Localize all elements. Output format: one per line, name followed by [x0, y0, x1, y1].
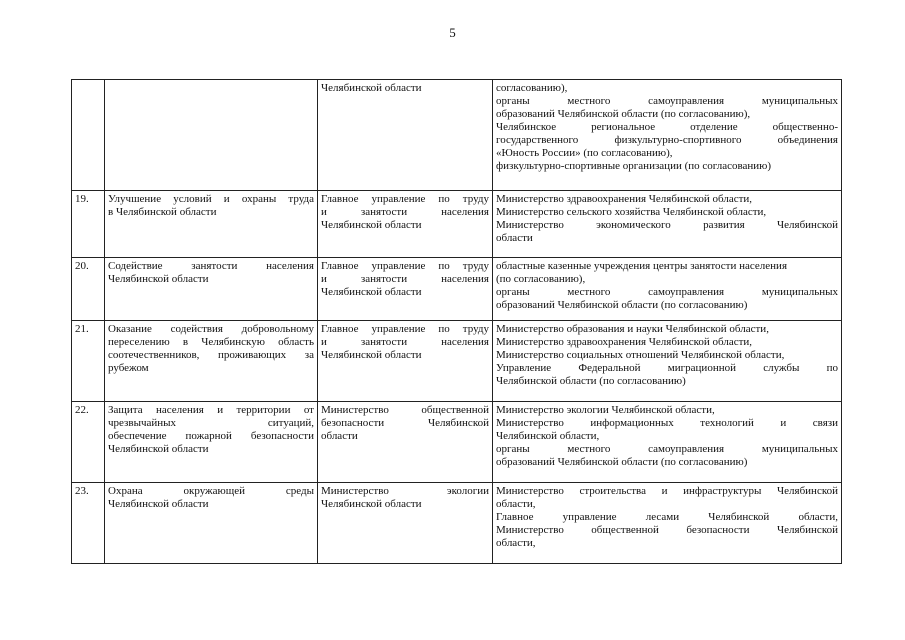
- text-line: Главное управление по труду: [321, 260, 489, 272]
- text-line: органы местного самоуправления муниципальных: [496, 443, 838, 455]
- row-title: [105, 258, 318, 321]
- text-line: Челябинской области: [108, 273, 209, 285]
- row-partners: [493, 483, 842, 564]
- table-row: [72, 80, 842, 191]
- text-line: физкультурно-спортивные организации (по согласованию): [496, 160, 772, 172]
- text-line: безопасности Челябинской: [321, 417, 489, 429]
- table-row: [72, 483, 842, 564]
- text-line: Челябинское региональное отделение общественно-: [496, 121, 838, 133]
- row-title: [105, 321, 318, 402]
- text-line: Управление Федеральной миграционной службы по: [496, 362, 838, 374]
- row-number: 23.: [72, 483, 105, 564]
- text-line: областные казенные учреждения центры занятости населения: [496, 260, 788, 272]
- row-title: [105, 80, 318, 191]
- text-line: Министерство социальных отношений Челябинской области,: [496, 349, 785, 361]
- row-number: [72, 80, 105, 191]
- text-line: области: [321, 430, 358, 442]
- row-responsible: [318, 321, 493, 402]
- text-line: Министерство образования и науки Челябинской области,: [496, 323, 769, 335]
- row-title: [105, 191, 318, 258]
- text-line: Челябинской области: [321, 349, 422, 361]
- row-title: [105, 483, 318, 564]
- text-line: Министерство сельского хозяйства Челябинской области,: [496, 206, 767, 218]
- table-body: [72, 80, 842, 564]
- text-line: рубежом: [108, 362, 149, 374]
- row-partners: [493, 258, 842, 321]
- row-responsible: [318, 258, 493, 321]
- row-responsible: [318, 80, 493, 191]
- text-line: обеспечение пожарной безопасности: [108, 430, 314, 442]
- row-partners: [493, 321, 842, 402]
- text-line: и занятости населения: [321, 336, 489, 348]
- table-row: [72, 321, 842, 402]
- page-number: 5: [449, 25, 456, 40]
- table-row: [72, 191, 842, 258]
- row-responsible: [318, 402, 493, 483]
- row-number: 21.: [72, 321, 105, 402]
- text-line: области,: [496, 498, 536, 510]
- text-line: Челябинской области: [321, 219, 422, 231]
- row-responsible: [318, 191, 493, 258]
- text-line: Главное управление по труду: [321, 323, 489, 335]
- row-number: 20.: [72, 258, 105, 321]
- text-line: образований Челябинской области (по согласованию): [496, 456, 748, 468]
- text-line: Челябинской области: [108, 498, 209, 510]
- text-line: Министерство экологии: [321, 485, 489, 497]
- text-line: области: [496, 232, 533, 244]
- table-row: [72, 402, 842, 483]
- row-partners: [493, 191, 842, 258]
- text-line: Министерство общественной: [321, 404, 489, 416]
- text-line: Министерство экологии Челябинской области,: [496, 404, 715, 416]
- text-line: Челябинской области: [321, 82, 422, 94]
- text-line: Челябинской области: [321, 498, 422, 510]
- text-line: Челябинской области: [321, 286, 422, 298]
- text-line: «Юность России» (по согласованию),: [496, 147, 673, 159]
- text-line: Министерство экономического развития Челябинской: [496, 219, 838, 231]
- text-line: Главное управление по труду: [321, 193, 489, 205]
- row-number: 22.: [72, 402, 105, 483]
- row-title: [105, 402, 318, 483]
- text-line: области,: [496, 537, 536, 549]
- text-line: Челябинской области: [108, 443, 209, 455]
- text-line: Улучшение условий и охраны труда: [108, 193, 314, 205]
- text-line: Министерство здравоохранения Челябинской области,: [496, 193, 753, 205]
- text-line: Челябинской области,: [496, 430, 600, 442]
- text-line: Министерство общественной безопасности Челябинской: [496, 524, 838, 536]
- text-line: согласованию),: [496, 82, 568, 94]
- text-line: чрезвычайных ситуаций,: [108, 417, 314, 429]
- row-partners: [493, 80, 842, 191]
- text-line: в Челябинской области: [108, 206, 217, 218]
- text-line: (по согласованию),: [496, 273, 586, 285]
- text-line: и занятости населения: [321, 273, 489, 285]
- text-line: Главное управление лесами Челябинской области,: [496, 511, 838, 523]
- text-line: и занятости населения: [321, 206, 489, 218]
- program-table: [71, 79, 842, 564]
- table-row: [72, 258, 842, 321]
- text-line: Охрана окружающей среды: [108, 485, 314, 497]
- text-line: органы местного самоуправления муниципальных: [496, 95, 838, 107]
- text-line: Министерство строительства и инфраструктуры Челябинской: [496, 485, 838, 497]
- text-line: образований Челябинской области (по согласованию),: [496, 108, 751, 120]
- text-line: органы местного самоуправления муниципальных: [496, 286, 838, 298]
- text-line: образований Челябинской области (по согласованию): [496, 299, 748, 311]
- text-line: государственного физкультурно-спортивного объединения: [496, 134, 838, 146]
- text-line: Министерство информационных технологий и связи: [496, 417, 838, 429]
- row-number: 19.: [72, 191, 105, 258]
- text-line: Челябинской области (по согласованию): [496, 375, 686, 387]
- text-line: соотечественников, проживающих за: [108, 349, 314, 361]
- text-line: Содействие занятости населения: [108, 260, 314, 272]
- row-partners: [493, 402, 842, 483]
- text-line: Оказание содействия добровольному: [108, 323, 314, 335]
- text-line: переселению в Челябинскую область: [108, 336, 314, 348]
- text-line: Министерство здравоохранения Челябинской области,: [496, 336, 753, 348]
- text-line: Защита населения и территории от: [108, 404, 314, 416]
- row-responsible: [318, 483, 493, 564]
